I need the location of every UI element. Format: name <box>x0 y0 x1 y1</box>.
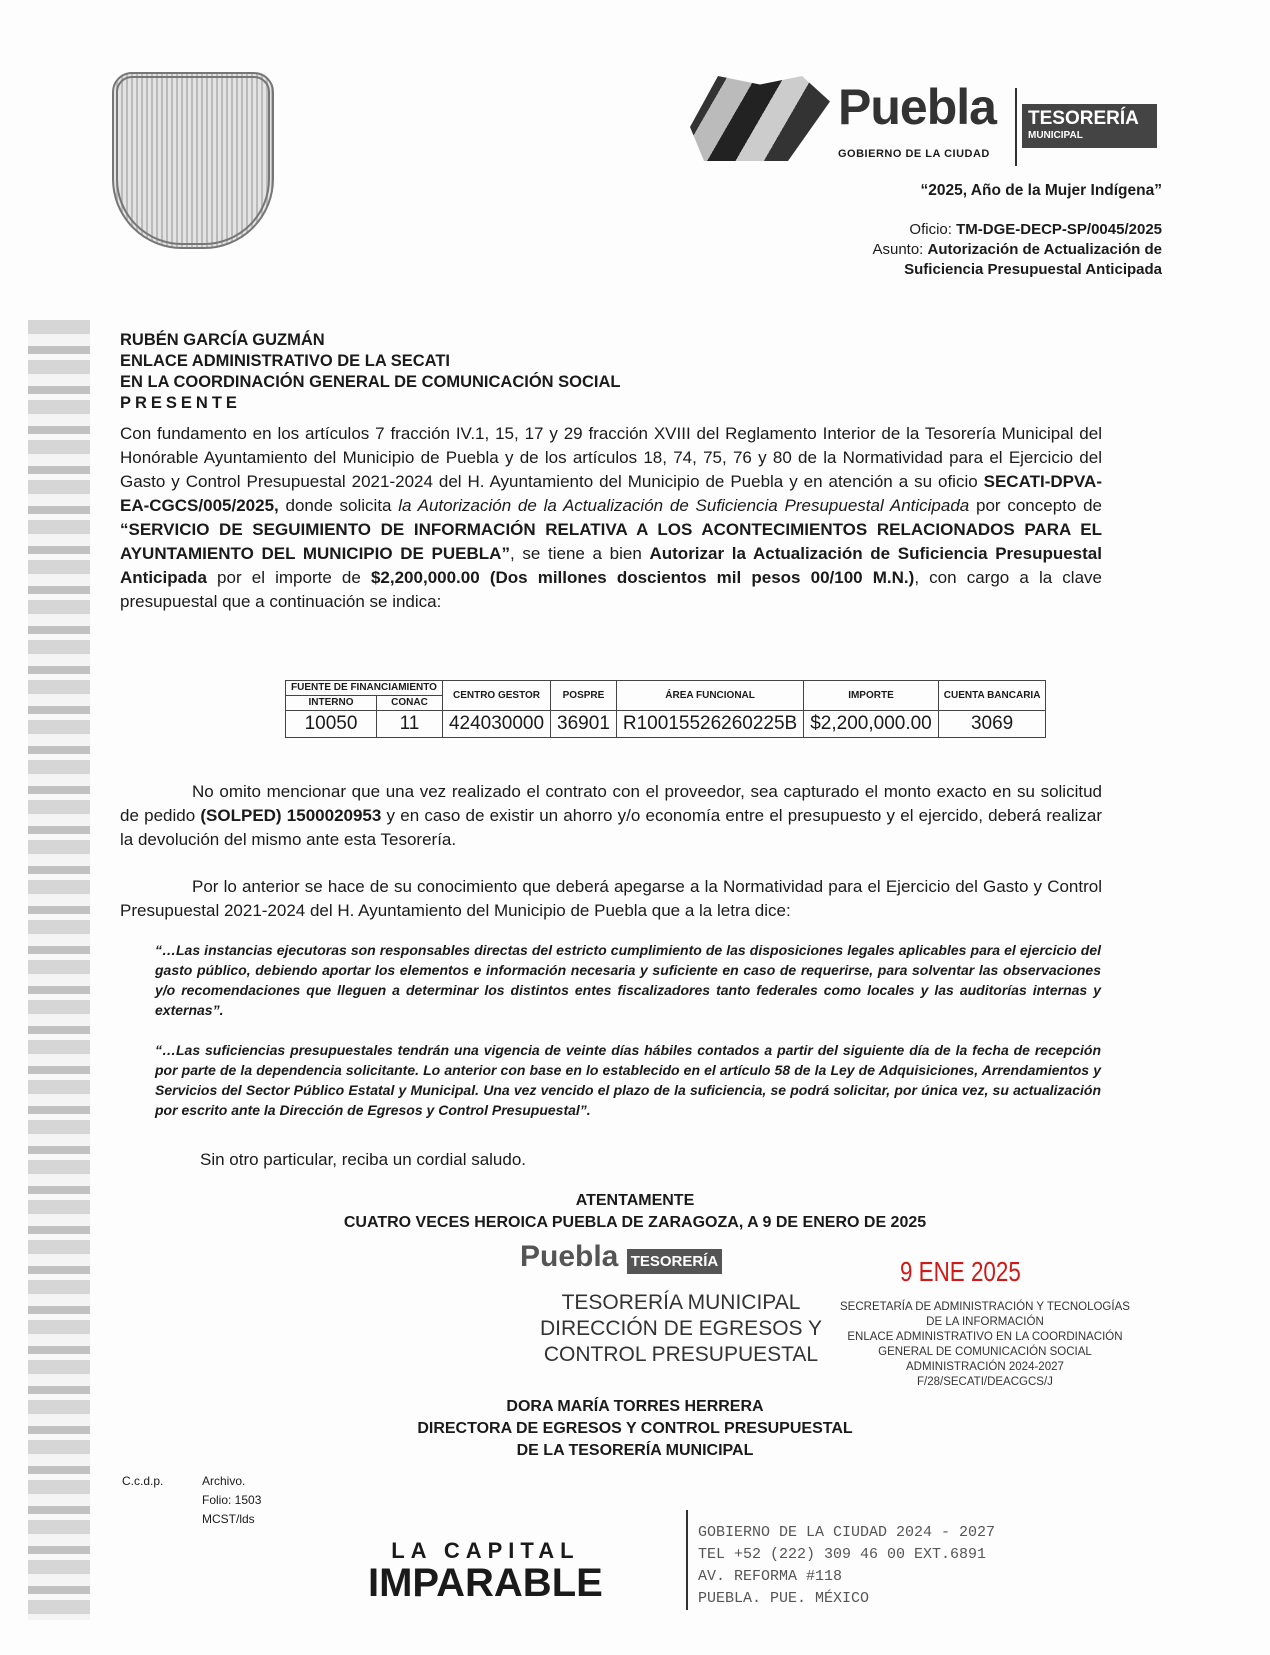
p2-text: y en caso de existir un ahorro y/o economía entre el presupuesto y el ejercido, deberá realizar la devolución del mismo ante esta Tesorería. <box>120 806 1103 849</box>
footer-address: AV. REFORMA #118 <box>698 1568 843 1585</box>
header-pospre: POSPRE <box>551 681 617 711</box>
oficio-block <box>872 220 1162 280</box>
p1-authorization: Autorizar la Actualización de Suficiencia Presupuestal Anticipada <box>120 544 1102 587</box>
ccdp-block <box>122 1472 262 1526</box>
divider <box>1015 88 1017 166</box>
dept-subtitle: MUNICIPAL <box>1028 130 1083 141</box>
stamp-line: ADMINISTRACIÓN 2024-2027 <box>906 1361 1064 1373</box>
oficio-number: TM-DGE-DECP-SP/0045/2025 <box>956 221 1162 238</box>
quote-2: “…Las suficiencias presupuestales tendrán una vigencia de veinte días hábiles contados a partir del siguiente día de la fecha de recepción por parte de la dependencia solicitante. Lo anterior con base en lo establecido en el artículo 58 de la Ley de Adquisiciones, Arrendamientos y Servicios del Sector Público Estatal y Municipal. Una vez vencido el plazo de la suficiencia, se podrá solicitar, por única vez, su actualización por escrito ante la Dirección de Egresos y Control Presupuestal”. <box>155 1042 1101 1118</box>
addressee-name: RUBÉN GARCÍA GUZMÁN <box>120 331 325 349</box>
ccdp-line: Folio: 1503 <box>202 1493 262 1507</box>
tesoreria-stamp-logo <box>520 1240 722 1274</box>
municipal-seal-image <box>112 72 274 249</box>
p1-text: , se tiene a bien <box>509 544 650 563</box>
slogan-line2: IMPARABLE <box>368 1561 603 1605</box>
signature-header <box>200 1190 1070 1234</box>
signer-block <box>200 1396 1070 1462</box>
header-fuente: FUENTE DE FINANCIAMIENTO <box>286 681 443 696</box>
footer-line: GOBIERNO DE LA CIUDAD 2024 - 2027 <box>698 1524 996 1541</box>
header-importe: IMPORTE <box>804 681 939 711</box>
addressee-role2: EN LA COORDINACIÓN GENERAL DE COMUNICACIÓN SOCIAL <box>120 373 621 391</box>
dept-badge <box>1022 104 1157 148</box>
cell-conac: 11 <box>377 711 443 738</box>
secati-reception-stamp <box>840 1300 1130 1390</box>
p1-request: la Autorización de la Actualización de Suficiencia Presupuestal Anticipada <box>398 496 970 515</box>
p1-concept: “SERVICIO DE SEGUIMIENTO DE INFORMACIÓN RELATIVA A LOS ACONTECIMIENTOS RELACIONADOS PARA EL AYUNTAMIENTO DEL MUNICIPIO DE PUEBLA” <box>120 520 1102 563</box>
p2-text: No omito mencionar que una vez realizado el contrato con el proveedor, sea capturado el monto exacto en su solicitud de pedido <box>120 782 1102 825</box>
asunto-label: Asunto: <box>872 241 924 258</box>
asunto-line2: Suficiencia Presupuestal Anticipada <box>904 261 1162 278</box>
logo-emblem-icon <box>690 76 830 161</box>
cell-area: R10015526260225B <box>616 711 803 738</box>
signer-name: DORA MARÍA TORRES HERRERA <box>506 1398 764 1415</box>
oficio-label: Oficio: <box>909 221 952 238</box>
addressee-role1: ENLACE ADMINISTRATIVO DE LA SECATI <box>120 352 450 370</box>
cell-pospre: 36901 <box>551 711 617 738</box>
cell-cuenta: 3069 <box>938 711 1046 738</box>
dept-title: TESORERÍA <box>1028 108 1139 129</box>
header-cuenta: CUENTA BANCARIA <box>938 681 1046 711</box>
footer-divider <box>686 1510 688 1610</box>
p1-amount: $2,200,000.00 (Dos millones doscientos mil pesos 00/100 M.N.) <box>370 568 915 587</box>
header-area-funcional: ÁREA FUNCIONAL <box>616 681 803 711</box>
p1-text: por concepto de <box>969 496 1102 515</box>
cell-centro: 424030000 <box>442 711 550 738</box>
presente: PRESENTE <box>120 394 241 412</box>
header-centro-gestor: CENTRO GESTOR <box>442 681 550 711</box>
footer-contact <box>698 1522 995 1610</box>
cell-importe: $2,200,000.00 <box>804 711 939 738</box>
ccdp-label: C.c.d.p. <box>122 1474 164 1488</box>
stamp-line: SECRETARÍA DE ADMINISTRACIÓN Y TECNOLOGÍAS <box>840 1301 1130 1313</box>
la-capital-imparable-logo <box>368 1538 603 1605</box>
signer-title: DE LA TESORERÍA MUNICIPAL <box>516 1442 754 1459</box>
stamp-line: F/28/SECATI/DEACGCS/J <box>917 1376 1053 1388</box>
puebla-tesoreria-logo <box>690 76 1160 166</box>
ccdp-line: Archivo. <box>202 1474 246 1488</box>
footer-city: PUEBLA. PUE. MÉXICO <box>698 1590 870 1607</box>
atentamente: ATENTAMENTE <box>575 1192 695 1209</box>
p1-text: Con fundamento en los artículos 7 fracción IV.1, 15, 17 y 29 fracción XVIII del Reglamento Interior de la Tesorería Municipal del Honórable Ayuntamiento del Municipio de Puebla y de los artículos 18, 74, 75, 76 y 80 de la Normatividad para el Ejercicio del Gasto y Control Presupuestal 2021-2024 del H. Ayuntamiento del Municipio de Puebla y en atención a su oficio <box>120 424 1102 491</box>
stamp-line: GENERAL DE COMUNICACIÓN SOCIAL <box>878 1346 1092 1358</box>
table-row <box>286 711 1046 738</box>
stamp-line: TESORERÍA MUNICIPAL <box>561 1291 801 1314</box>
place-date: CUATRO VECES HEROICA PUEBLA DE ZARAGOZA, A 9 DE ENERO DE 2025 <box>343 1214 927 1231</box>
p1-oficio-ref: SECATI-DPVA-EA-CGCS/005/2025, <box>120 472 1102 515</box>
p1-text: , con cargo a la clave presupuestal que a continuación se indica: <box>120 568 1102 611</box>
received-date-stamp: 9 ENE 2025 <box>900 1256 1021 1287</box>
stamp-line: CONTROL PRESUPUESTAL <box>543 1343 819 1366</box>
header-interno: INTERNO <box>286 696 377 711</box>
quote-1: “…Las instancias ejecutoras son responsables directas del estricto cumplimiento de las disposiciones legales aplicables para el ejercicio del gasto público, debiendo aportar los elementos e información necesaria y suficiente en caso de requerirse, para solventar las observaciones y/o recomendaciones que lleguen a determinar los distintos entes fiscalizadores tanto federales como locales y las auditorías internas y externas”. <box>155 942 1101 1018</box>
decorative-border <box>28 320 90 1620</box>
stamp-dept: TESORERÍA <box>627 1249 723 1274</box>
footer-phone: TEL +52 (222) 309 46 00 EXT.6891 <box>698 1546 987 1563</box>
paragraph-1 <box>120 422 1102 614</box>
header-conac: CONAC <box>377 696 443 711</box>
addressee-block <box>120 330 621 414</box>
closing: Sin otro particular, reciba un cordial saludo. <box>200 1150 527 1169</box>
solped-number: (SOLPED) 1500020953 <box>200 806 382 825</box>
paragraph-2 <box>120 780 1102 852</box>
paragraph-3: Por lo anterior se hace de su conocimiento que deberá apegarse a la Normatividad para el Ejercicio del Gasto y Control Presupuestal 2021-2024 del H. Ayuntamiento del Municipio de Puebla que a la letra dice: <box>120 877 1102 920</box>
logo-subtitle: GOBIERNO DE LA CIUDAD <box>838 148 990 160</box>
p1-text: por el importe de <box>206 568 371 587</box>
asunto-line1: Autorización de Actualización de <box>927 241 1162 258</box>
budget-key-table <box>285 680 1046 738</box>
ccdp-line: MCST/lds <box>202 1512 255 1526</box>
signer-title: DIRECTORA DE EGRESOS Y CONTROL PRESUPUESTAL <box>417 1420 853 1437</box>
year-motto: “2025, Año de la Mujer Indígena” <box>920 182 1162 199</box>
logo-text: Puebla <box>838 79 996 135</box>
stamp-line: DIRECCIÓN DE EGRESOS Y <box>540 1317 823 1340</box>
p1-text: donde solicita <box>278 496 399 515</box>
slogan-line1: LA CAPITAL <box>391 1538 580 1563</box>
tesoreria-stamp <box>540 1290 822 1368</box>
stamp-line: ENLACE ADMINISTRATIVO EN LA COORDINACIÓN <box>847 1331 1123 1343</box>
stamp-logo-text: Puebla <box>520 1240 619 1273</box>
cell-interno: 10050 <box>286 711 377 738</box>
stamp-line: DE LA INFORMACIÓN <box>926 1316 1044 1328</box>
